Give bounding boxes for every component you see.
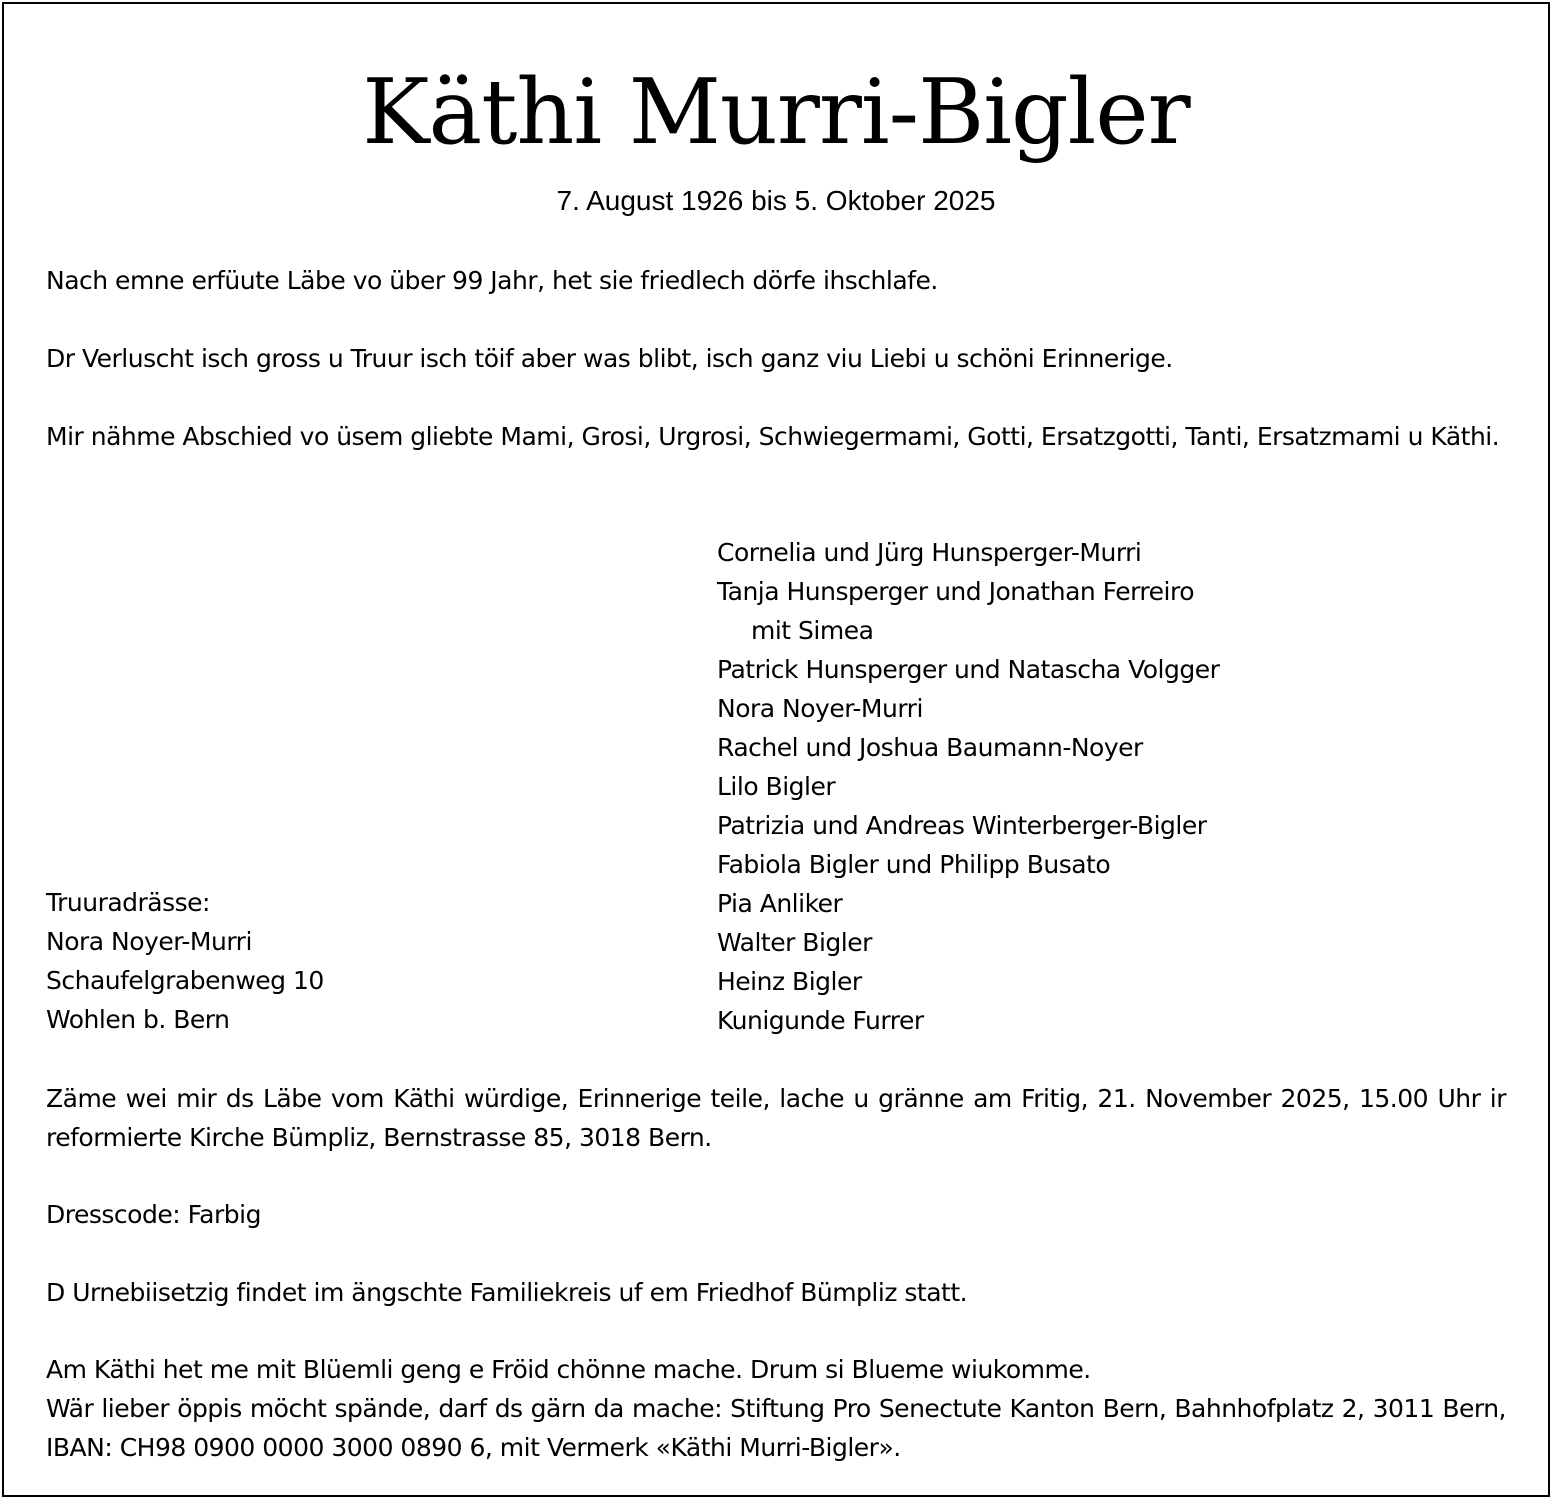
mourner-line: mit Simea [751, 616, 874, 645]
ceremony-paragraph: Zäme wei mir ds Läbe vom Käthi würdige, Erinnerige teile, lache u gränne am Fritig, 21. November 2025, 15.00 Uhr ir reformierte Kirche Bümpliz, Bernstrasse 85, 3018 Bern. [46, 1084, 1506, 1152]
address-label: Truuradrässe: [46, 888, 210, 917]
mourner-line: Heinz Bigler [717, 967, 862, 996]
mourner-line: Tanja Hunsperger und Jonathan Ferreiro [717, 577, 1194, 606]
mourner-line: Cornelia und Jürg Hunsperger-Murri [717, 538, 1142, 567]
mourner-line: Pia Anliker [717, 889, 843, 918]
address-name: Nora Noyer-Murri [46, 927, 252, 956]
life-dates: 7. August 1926 bis 5. Oktober 2025 [556, 185, 996, 216]
dresscode-line: Dresscode: Farbig [46, 1200, 261, 1229]
mourner-line: Rachel und Joshua Baumann-Noyer [717, 733, 1143, 762]
mourners-list [717, 533, 1219, 1040]
mourner-line: Walter Bigler [717, 928, 872, 957]
intro-paragraph-1: Nach emne erfüute Läbe vo über 99 Jahr, het sie friedlech dörfe ihschlafe. [46, 266, 938, 295]
donation-paragraph: Wär lieber öppis möcht spände, darf ds gärn da mache: Stiftung Pro Senectute Kanton Bern, Bahnhofplatz 2, 3011 Bern, IBAN: CH98 0900 0000 3000 0890 6, mit Vermerk «Käthi Murri-Bigler». [46, 1394, 1506, 1462]
mourner-line: Lilo Bigler [717, 772, 836, 801]
mourning-address [46, 883, 324, 1039]
burial-paragraph: D Urnebiisetzig findet im ängschte Familiekreis uf em Friedhof Bümpliz statt. [46, 1278, 968, 1307]
address-city: Wohlen b. Bern [46, 1005, 230, 1034]
mourner-line: Patrizia und Andreas Winterberger-Bigler [717, 811, 1207, 840]
intro-paragraph-3: Mir nähme Abschied vo üsem gliebte Mami, Grosi, Urgrosi, Schwiegermami, Gotti, Ersatzgotti, Tanti, Ersatzmami u Käthi. [46, 422, 1500, 451]
mourner-line: Patrick Hunsperger und Natascha Volgger [717, 655, 1220, 684]
mourner-line: Nora Noyer-Murri [717, 694, 923, 723]
flowers-line: Am Käthi het me mit Blüemli geng e Fröid chönne mache. Drum si Blueme wiukomme. [46, 1355, 1091, 1384]
intro-paragraph-2: Dr Verluscht isch gross u Truur isch töif aber was blibt, isch ganz viu Liebi u schöni Erinnerige. [46, 344, 1173, 373]
mourner-line: Fabiola Bigler und Philipp Busato [717, 850, 1111, 879]
mourner-line: Kunigunde Furrer [717, 1006, 924, 1035]
address-street: Schaufelgrabenweg 10 [46, 966, 324, 995]
deceased-name: Käthi Murri-Bigler [362, 60, 1190, 165]
